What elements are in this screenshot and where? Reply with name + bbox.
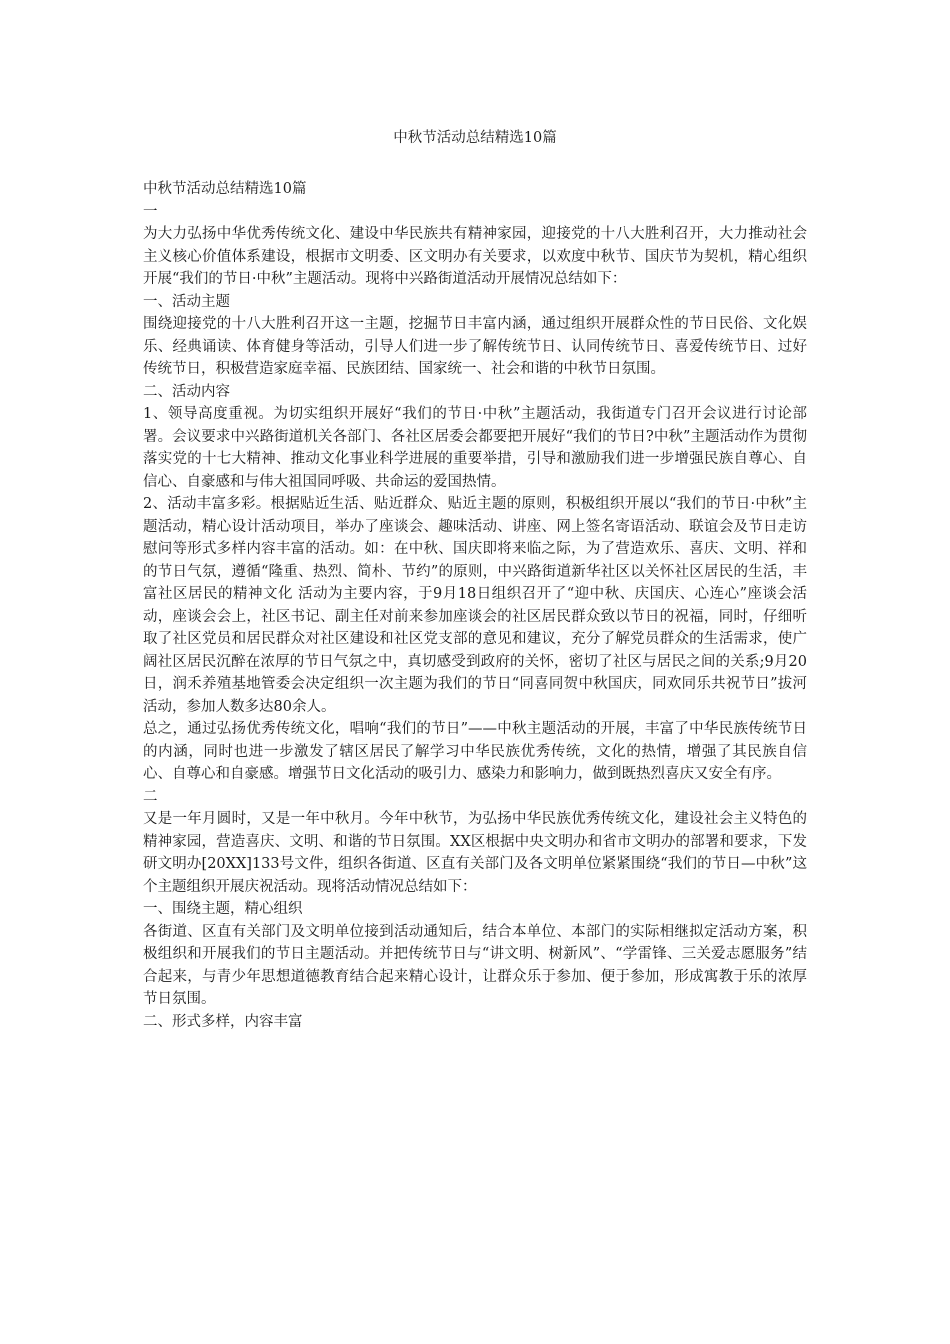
document-title: 中秋节活动总结精选10篇 bbox=[393, 130, 557, 146]
heading-activity-content: 二、活动内容 bbox=[143, 383, 230, 400]
paragraph-intro-2: 又是一年月圆时，又是一年中秋月。今年中秋节，为弘扬中华民族优秀传统文化，建设社会主义特色的精神家园，营造喜庆、文明、和谐的节日氛围。XX区根据中央文明办和省市文明办的部署和要求，下发研文明办[20XX]133号文件，组织各街道、区直有关部门及各文明单位紧紧围绕“我们的节日—中秋”这个主题组织开展庆祝活动。现将活动情况总结如下： bbox=[143, 811, 807, 895]
paragraph-activities: 2、活动丰富多彩。根据贴近生活、贴近群众、贴近主题的原则，积极组织开展以“我们的节日·中秋”主题活动，精心设计活动项目，举办了座谈会、趣味活动、讲座、网上签名寄语活动、联谊会及节日走访慰问等形式多样内容丰富的活动。如：在中秋、国庆即将来临之际，为了营造欢乐、喜庆、文明、祥和的节日气氛，遵循“隆重、热烈、简朴、节约”的原则，中兴路街道新华社区以关怀社区居民的生活，丰富社区居民的精神文化 活动为主要内容，于9月18日组织召开了“迎中秋、庆国庆、心连心”座谈会活动，座谈会会上，社区书记、副主任对前来参加座谈会的社区居民群众致以节日的祝福，同时，仔细听取了社区党员和居民群众对社区建设和社区党支部的意见和建议，充分了解党员群众的生活需求，使广阔社区居民沉醉在浓厚的节日气氛之中，真切感受到政府的关怀，密切了社区与居民之间的关系;9月20日，润禾养殖基地管委会决定组织一次主题为我们的节日“同喜同贺中秋国庆，同欢同乐共祝节日”拔河活动，参加人数多达80余人。 bbox=[143, 496, 807, 715]
heading-forms: 二、形式多样，内容丰富 bbox=[143, 1013, 303, 1030]
paragraph-summary: 总之，通过弘扬优秀传统文化，唱响“我们的节日”——中秋主题活动的开展，丰富了中华民族传统节日的内涵，同时也进一步激发了辖区居民了解学习中华民族优秀传统，文化的热情，增强了其民族自信心、自尊心和自豪感。增强节日文化活动的吸引力、感染力和影响力，做到既热烈喜庆又安全有序。 bbox=[143, 721, 807, 782]
paragraph-activity-theme: 围绕迎接党的十八大胜利召开这一主题，挖掘节日丰富内涵，通过组织开展群众性的节日民俗、文化娱乐、经典诵读、体育健身等活动，引导人们进一步了解传统节日、认同传统节日、喜爱传统节日、过好传统节日，积极营造家庭幸福、民族团结、国家统一、社会和谐的中秋节日氛围。 bbox=[143, 316, 807, 377]
document-body bbox=[143, 178, 807, 1033]
paragraph-organize: 各街道、区直有关部门及文明单位接到活动通知后，结合本单位、本部门的实际相继拟定活动方案，积极组织和开展我们的节日主题活动。并把传统节日与“讲文明、树新风”、“学雷锋、三关爱志愿服务”结合起来，与青少年思想道德教育结合起来精心设计，让群众乐于参加、便于参加，形成寓教于乐的浓厚节日氛围。 bbox=[143, 923, 807, 1007]
section-number-1: 一 bbox=[143, 203, 158, 220]
subtitle-line: 中秋节活动总结精选10篇 bbox=[143, 181, 307, 197]
heading-organize: 一、围绕主题，精心组织 bbox=[143, 901, 303, 917]
section-number-2: 二 bbox=[143, 788, 158, 805]
intro-paragraph: 为大力弘扬中华优秀传统文化、建设中华民族共有精神家园，迎接党的十八大胜利召开，大力推动社会主义核心价值体系建设，根据市文明委、区文明办有关要求，以欢度中秋节、国庆节为契机，精心组织开展“我们的节日·中秋”主题活动。现将中兴路街道活动开展情况总结如下： bbox=[143, 226, 807, 287]
paragraph-leadership: 1、领导高度重视。为切实组织开展好“我们的节日·中秋”主题活动，我街道专门召开会议进行讨论部署。会议要求中兴路街道机关各部门、各社区居委会都要把开展好“我们的节日?中秋”主题活动作为贯彻落实党的十七大精神、推动文化事业科学进展的重要举措，引导和激励我们进一步增强民族自尊心、自信心、自豪感和与伟大祖国同呼吸、共命运的爱国热情。 bbox=[143, 406, 807, 490]
heading-activity-theme: 一、活动主题 bbox=[143, 293, 230, 310]
